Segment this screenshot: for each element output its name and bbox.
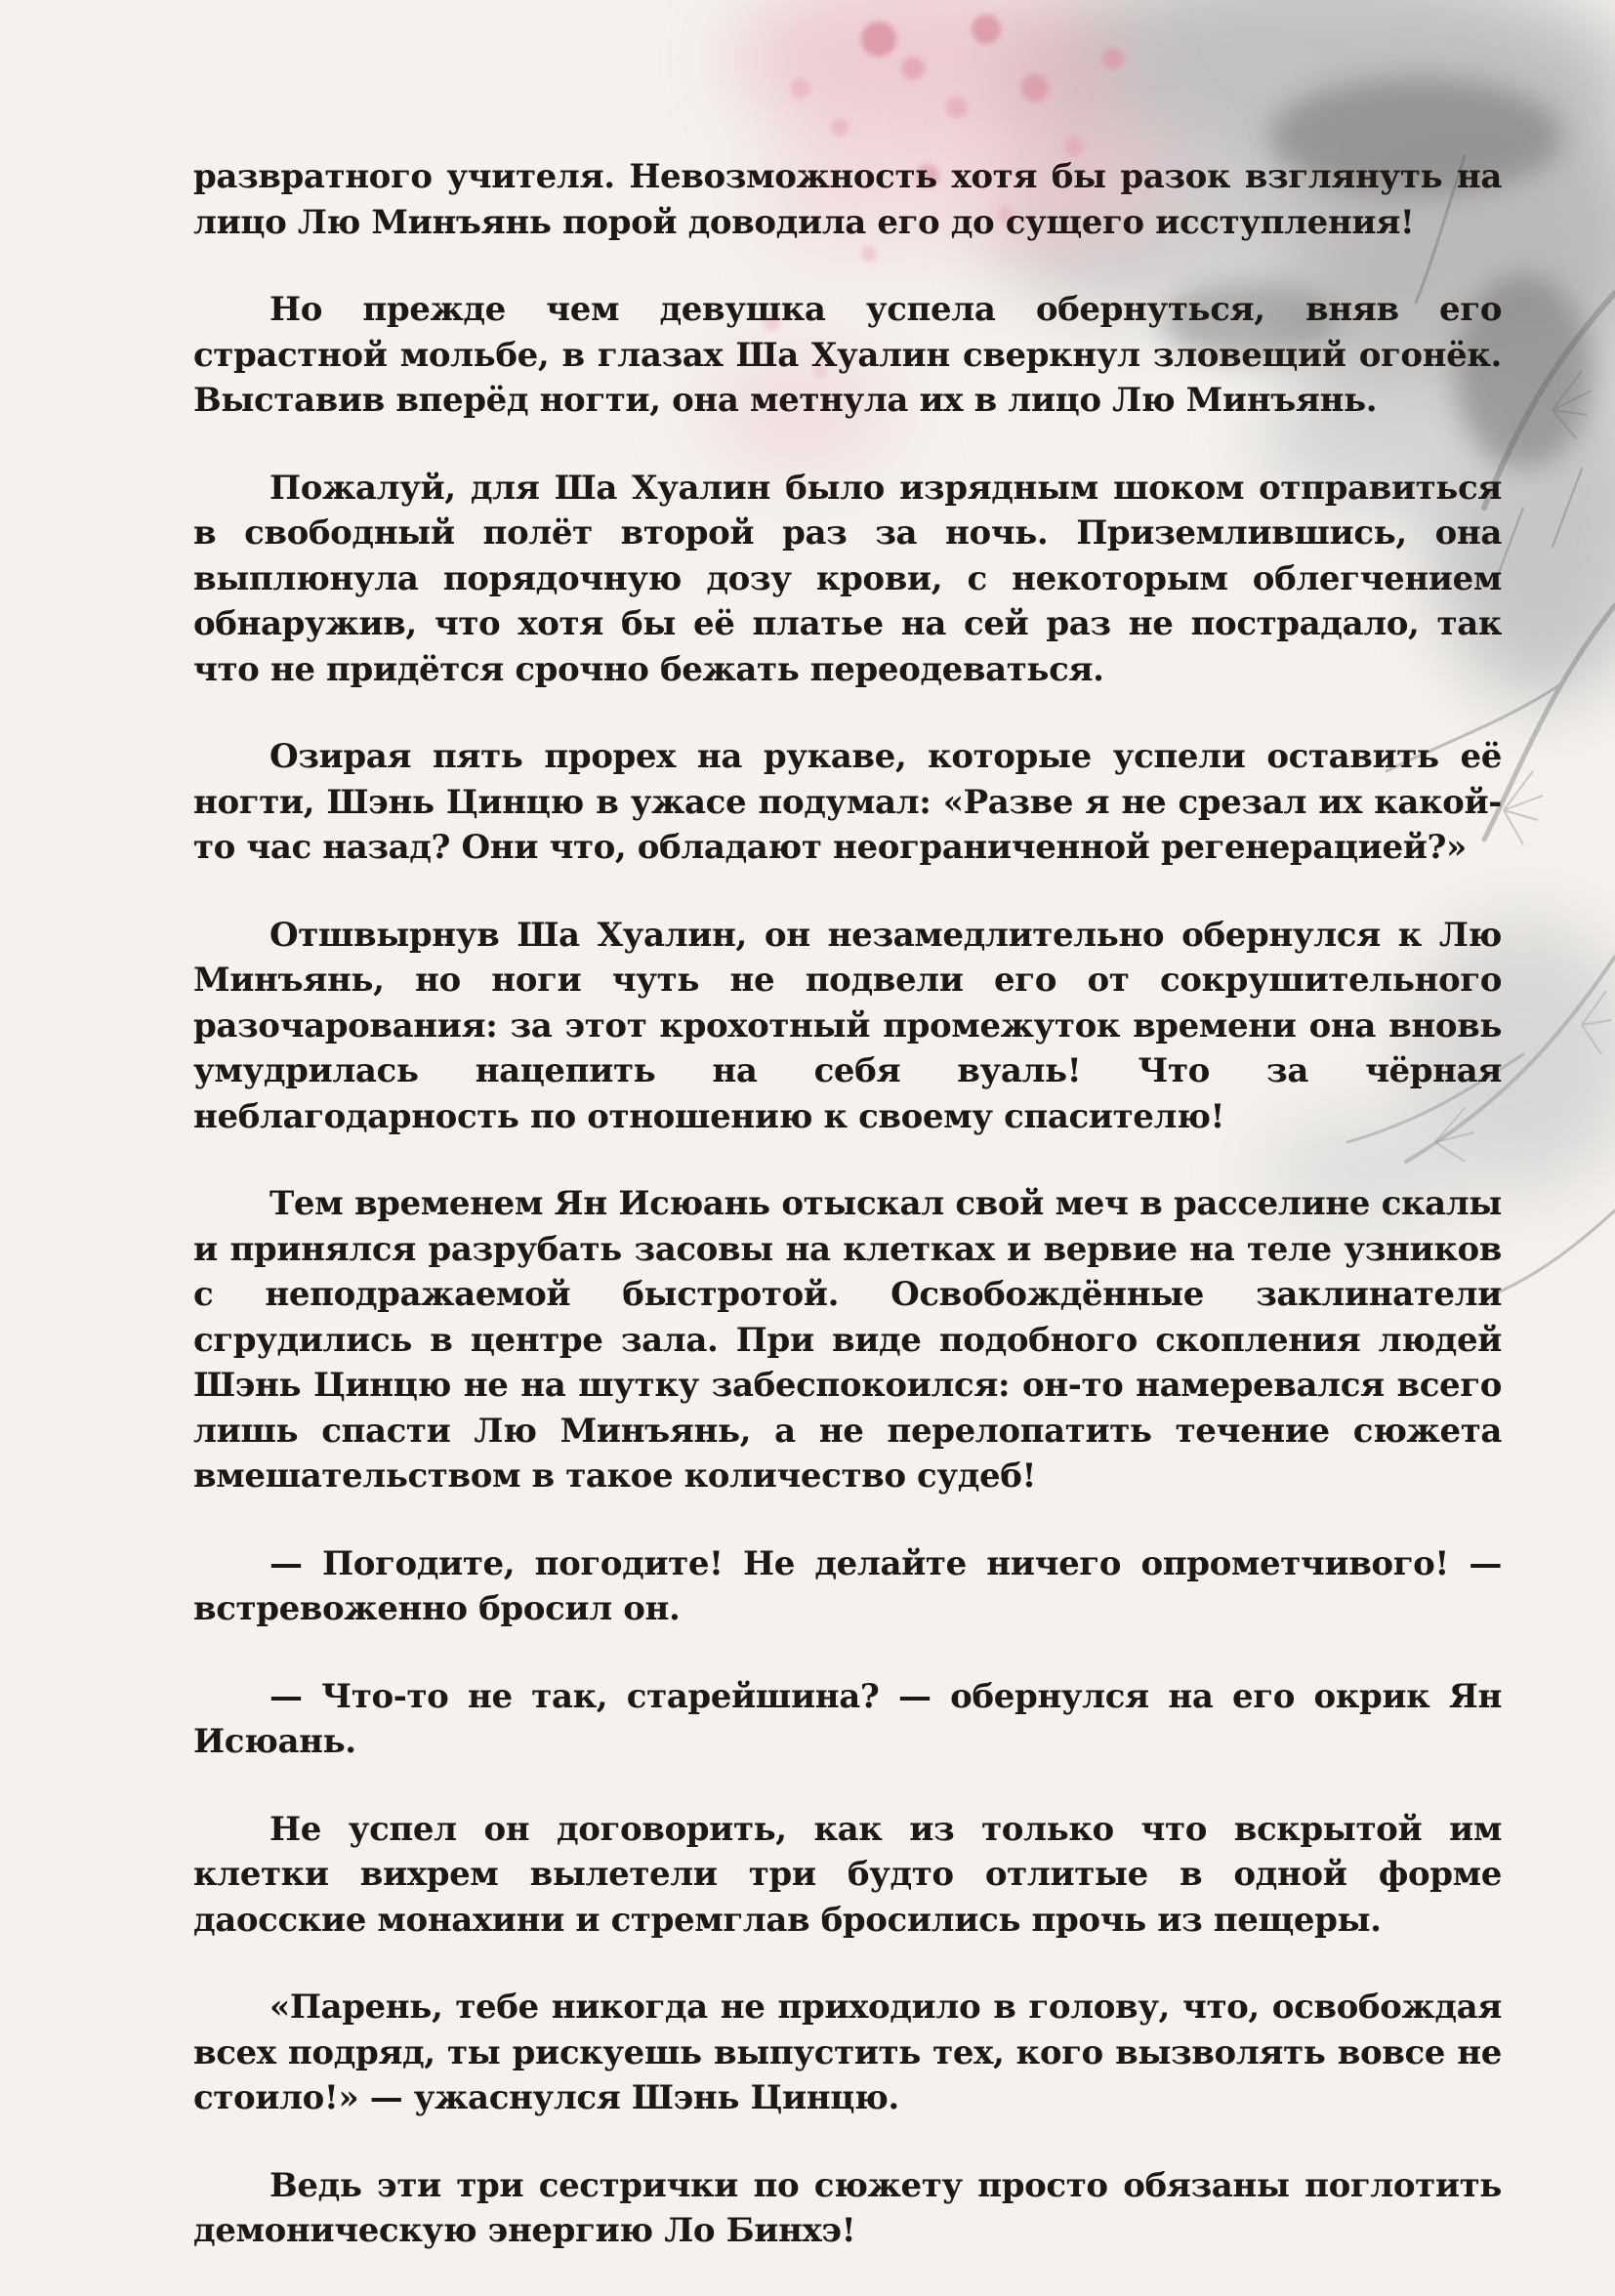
- paragraph-9: Не успел он договорить, как из только что вскрытой им клетки вихрем вылетели три будто отлитые в одной форме даосские монахини и стремглав бросились прочь из пещеры.: [193, 1809, 1502, 1940]
- paragraph-10: «Парень, тебе никогда не приходило в голову, что, освобождая всех подряд, ты рискуешь выпустить тех, кого вызволять вовсе не стоило!» — ужаснулся Шэнь Цинцю.: [193, 1988, 1502, 2117]
- paragraph-1: развратного учителя. Невозможность хотя бы разок взглянуть на лицо Лю Минъянь порой доводила его до сущего исступления!: [193, 157, 1502, 242]
- paragraph-3: Пожалуй, для Ша Хуалин было изрядным шоком отправиться в свободный полёт второй раз за ночь. Приземлившись, она выплюнула порядочную дозу крови, с некоторым облегчением обнаружив, что хотя бы её платье на сей раз не пострадало, так что не придётся срочно бежать переодеваться.: [193, 468, 1502, 689]
- paragraph-4: Озирая пять прорех на рукаве, которые успели оставить её ногти, Шэнь Цинцю в ужасе подумал: «Разве я не срезал их какой-то час назад? Они что, обладают неограниченной регенерацией?»: [193, 737, 1502, 867]
- paragraph-11: Ведь эти три сестрички по сюжету просто обязаны поглотить демоническую энергию Ло Бинхэ!: [193, 2165, 1502, 2250]
- paragraph-7: — Погодите, погодите! Не делайте ничего опрометчивого! — встревоженно бросил он.: [193, 1543, 1502, 1628]
- paragraph-8: — Что-то не так, старейшина? — обернулся на его окрик Ян Исюань.: [193, 1676, 1502, 1761]
- paragraph-2: Но прежде чем девушка успела обернуться, вняв его страстной мольбе, в глазах Ша Хуалин сверкнул зловещий огонёк. Выставив вперёд ногти, она метнула их в лицо Лю Минъянь.: [193, 290, 1502, 420]
- paragraph-5: Отшвырнув Ша Хуалин, он незамедлительно обернулся к Лю Минъянь, но ноги чуть не подвели его от сокрушительного разочарования: за этот крохотный промежуток времени она вновь умудрилась нацепить на себя вуаль! Что за чёрная неблагодарность по отношению к своему спасителю!: [193, 915, 1502, 1136]
- document-body: [193, 154, 1502, 2296]
- paragraph-6: Тем временем Ян Исюань отыскал свой меч в расселине скалы и принялся разрубать засовы на клетках и вервие на теле узников с неподражаемой быстротой. Освобождённые заклинатели сгрудились в центре зала. При виде подобного скопления людей Шэнь Цинцю не на шутку забеспокоился: он-то намеревался всего лишь спасти Лю Минъянь, а не перелопатить течение сюжета вмешательством в такое количество судеб!: [193, 1184, 1502, 1496]
